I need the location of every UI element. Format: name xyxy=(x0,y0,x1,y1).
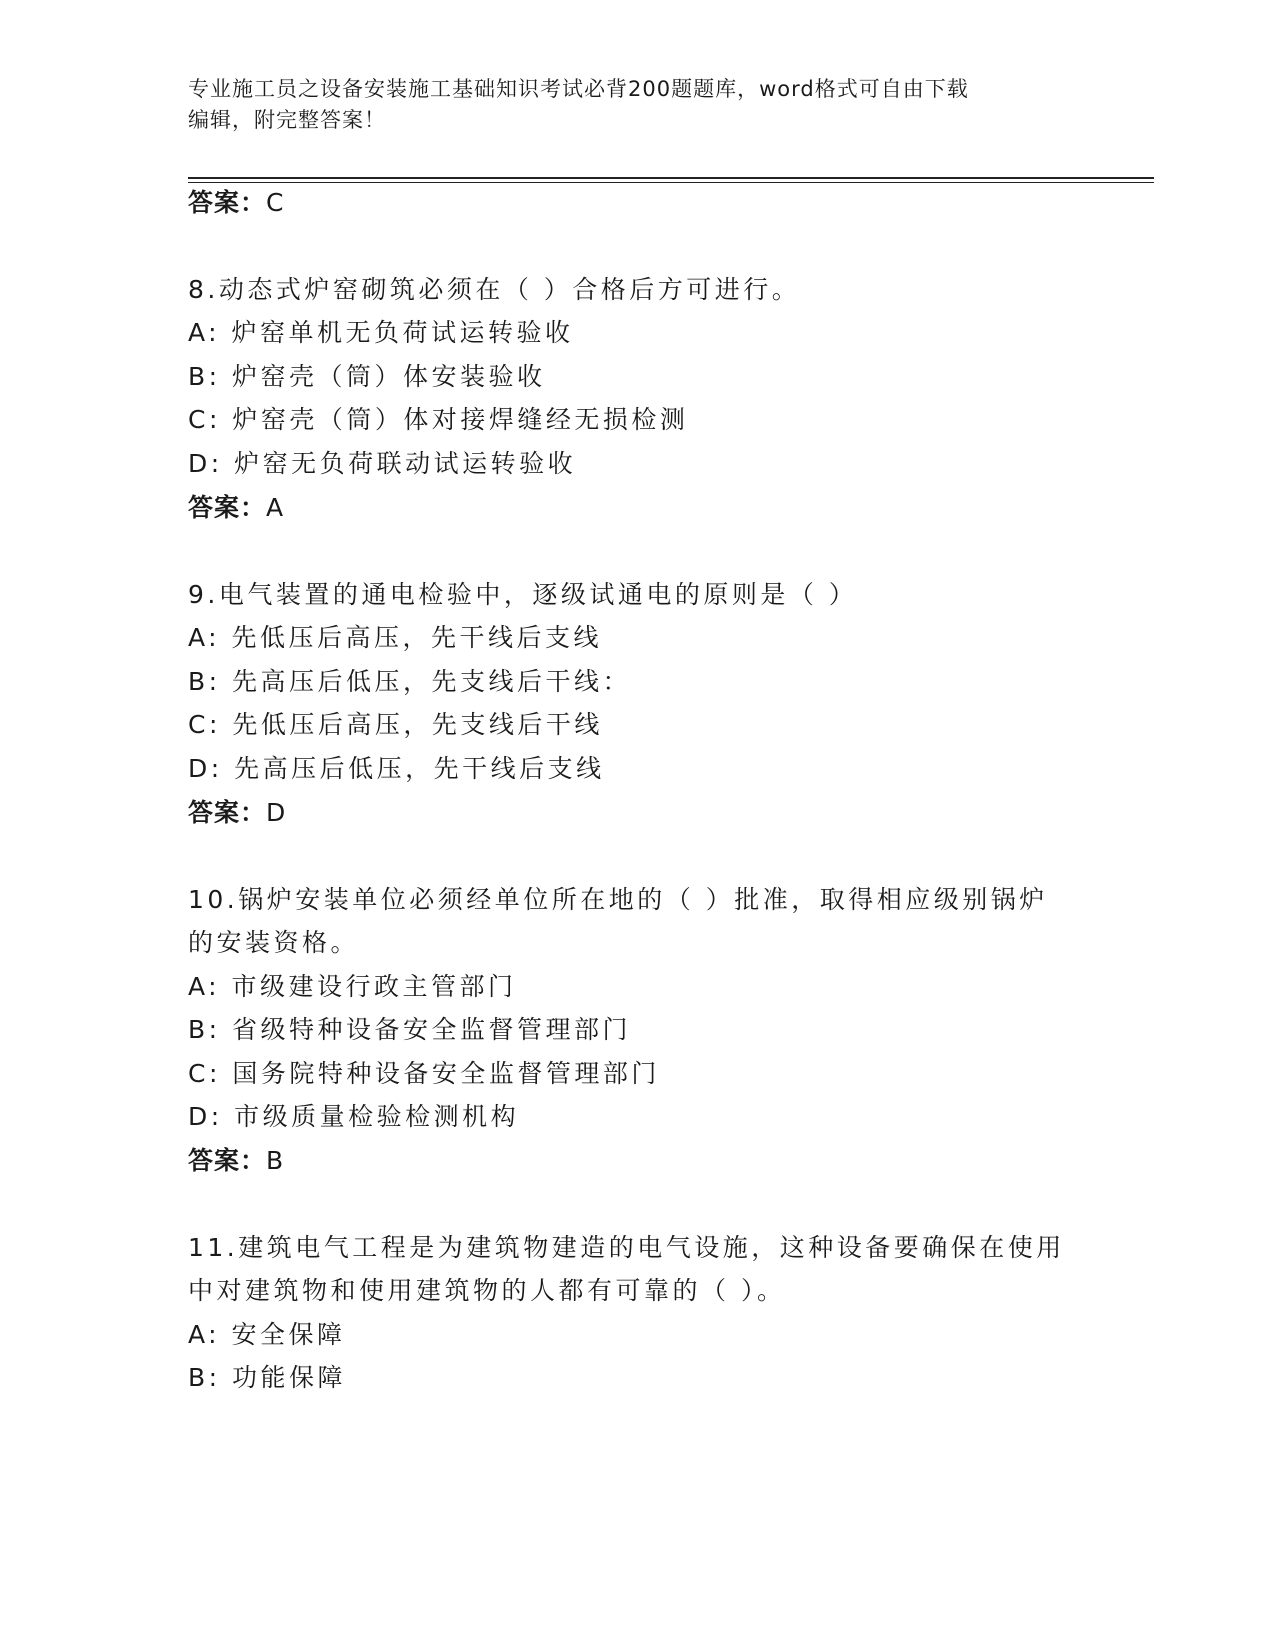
answer-value: B xyxy=(266,1146,285,1175)
question-9-answer xyxy=(188,796,286,830)
question-11-text-line-1: 11.建筑电气工程是为建筑物建造的电气设施，这种设备要确保在使用 xyxy=(188,1233,1065,1262)
question-11-option-a: A: 安全保障 xyxy=(188,1320,346,1349)
question-8-option-a: A: 炉窑单机无负荷试运转验收 xyxy=(188,318,574,347)
answer-label: 答案： xyxy=(188,1146,267,1175)
question-8-option-c: C: 炉窑壳（筒）体对接焊缝经无损检测 xyxy=(188,405,689,434)
question-11-option-b: B: 功能保障 xyxy=(188,1363,347,1392)
question-9-text: 9.电气装置的通电检验中，逐级试通电的原则是（ ） xyxy=(188,580,858,609)
question-9-option-d: D: 先高压后低压，先干线后支线 xyxy=(188,754,605,783)
question-10-option-c: C: 国务院特种设备安全监督管理部门 xyxy=(188,1059,660,1088)
question-10-option-b: B: 省级特种设备安全监督管理部门 xyxy=(188,1015,632,1044)
answer-label: 答案： xyxy=(188,188,267,217)
document-header xyxy=(188,74,1068,136)
header-line-1: 专业施工员之设备安装施工基础知识考试必背200题题库，word格式可自由下载 xyxy=(188,77,969,101)
question-9-option-c: C: 先低压后高压，先支线后干线 xyxy=(188,710,603,739)
answer-label: 答案： xyxy=(188,798,267,827)
question-8-answer xyxy=(188,491,284,525)
question-10-answer xyxy=(188,1144,284,1178)
question-9-option-a: A: 先低压后高压，先干线后支线 xyxy=(188,623,603,652)
question-10-option-d: D: 市级质量检验检测机构 xyxy=(188,1102,520,1131)
question-8-option-b: B: 炉窑壳（筒）体安装验收 xyxy=(188,362,546,391)
question-10-text-line-2: 的安装资格。 xyxy=(188,928,360,957)
question-8-option-d: D: 炉窑无负荷联动试运转验收 xyxy=(188,449,577,478)
header-line-2: 编辑，附完整答案！ xyxy=(188,108,386,132)
header-rule-thick xyxy=(188,177,1154,179)
question-10-text-line-1: 10.锅炉安装单位必须经单位所在地的（ ）批准，取得相应级别锅炉 xyxy=(188,885,1048,914)
question-11-text-line-2: 中对建筑物和使用建筑物的人都有可靠的（ ）。 xyxy=(188,1276,786,1305)
answer-value: D xyxy=(266,798,287,827)
question-8-text: 8.动态式炉窑砌筑必须在（ ）合格后方可进行。 xyxy=(188,275,801,304)
header-rule-thin xyxy=(188,182,1154,183)
question-9-option-b: B: 先高压后低压，先支线后干线： xyxy=(188,667,632,696)
question-10-option-a: A: 市级建设行政主管部门 xyxy=(188,972,517,1001)
answer-label: 答案： xyxy=(188,493,267,522)
answer-value: A xyxy=(266,493,285,522)
answer-line xyxy=(188,186,284,220)
answer-value: C xyxy=(266,188,285,217)
